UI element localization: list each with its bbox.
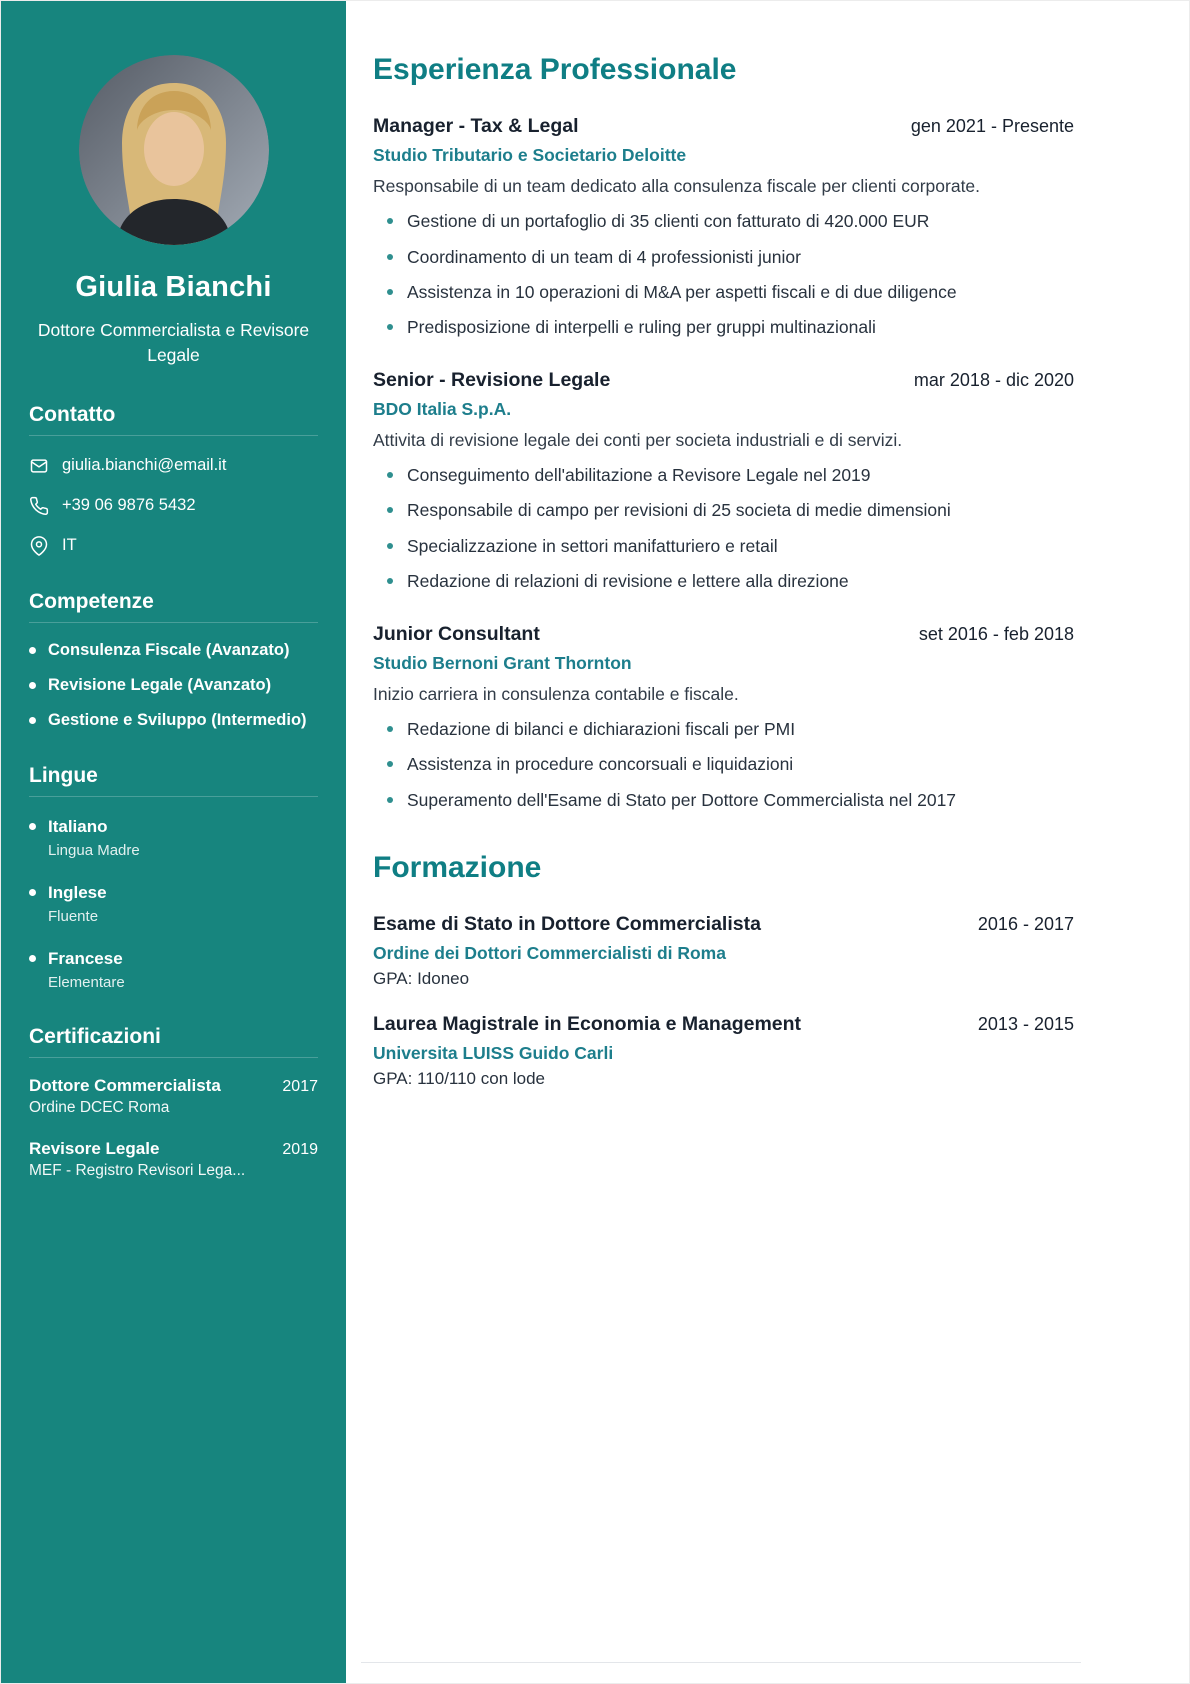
sidebar [1, 1, 346, 1683]
skill-label: Revisione Legale (Avanzato) [48, 675, 272, 694]
education-header [373, 913, 1074, 936]
certification-name: Dottore Commercialista [29, 1075, 221, 1095]
experience-entry [373, 115, 1074, 341]
profile-photo [79, 55, 269, 245]
job-summary: Inizio carriera in consulenza contabile e fiscale. [373, 683, 739, 704]
job-bullet [373, 788, 1074, 813]
job-dates: set 2016 - feb 2018 [918, 623, 1074, 644]
skill-item [29, 711, 318, 730]
job-bullet-text: Predisposizione di interpelli e ruling per gruppi multinazionali [407, 317, 876, 338]
language-level: Lingua Madre [48, 841, 140, 859]
job-dates: gen 2021 - Presente [910, 116, 1074, 136]
job-bullet-list [373, 717, 1074, 813]
language-level: Elementare [48, 973, 125, 991]
job-title: Junior Consultant [373, 622, 540, 645]
language-item [29, 817, 318, 859]
job-bullet [373, 717, 1074, 742]
bullet-dot-icon [387, 578, 393, 584]
bullet-dot-icon [29, 682, 36, 689]
job-header [373, 369, 1074, 392]
job-bullet-text: Coordinamento di un team di 4 professionisti junior [407, 246, 801, 267]
language-name: Francese [48, 948, 123, 968]
education-entry [373, 913, 1074, 989]
certification-name: Revisore Legale [29, 1138, 160, 1158]
phone-icon [29, 496, 49, 516]
job-bullet-text: Conseguimento dell'abilitazione a Revisore Legale nel 2019 [407, 465, 871, 485]
experience-entry [373, 369, 1074, 595]
certification-issuer: Ordine DCEC Roma [29, 1098, 170, 1116]
education-dates: 2013 - 2015 [977, 1013, 1074, 1034]
language-name: Inglese [48, 882, 107, 902]
language-name-row [29, 949, 318, 969]
candidate-name: Giulia Bianchi [75, 271, 272, 303]
job-bullet [373, 569, 1074, 594]
bullet-dot-icon [387, 324, 393, 330]
skill-item [29, 641, 318, 660]
job-summary: Responsabile di un team dedicato alla consulenza fiscale per clienti corporate. [373, 176, 981, 196]
bullet-dot-icon [387, 543, 393, 549]
contact-phone [29, 496, 318, 516]
certification-issuer: MEF - Registro Revisori Lega... [29, 1161, 246, 1179]
languages-heading: Lingue [29, 764, 318, 797]
bullet-dot-icon [387, 761, 393, 767]
job-bullet-text: Responsabile di campo per revisioni di 25 societa di medie dimensioni [407, 500, 951, 521]
bullet-dot-icon [387, 797, 393, 803]
language-name: Italiano [48, 816, 108, 836]
job-bullet [373, 498, 1074, 523]
contact-location [29, 536, 318, 556]
page-bottom-divider [361, 1662, 1081, 1663]
job-bullet-list [373, 209, 1074, 341]
job-company: Studio Tributario e Societario Deloitte [373, 145, 687, 165]
language-name-row [29, 817, 318, 837]
job-bullet [373, 280, 1074, 305]
certifications-heading: Certificazioni [29, 1025, 318, 1058]
bullet-dot-icon [29, 955, 36, 962]
job-bullet-text: Redazione di relazioni di revisione e lettere alla direzione [407, 571, 849, 592]
job-bullet [373, 463, 1074, 488]
contact-email-text: giulia.bianchi@email.it [62, 456, 227, 475]
email-icon [29, 456, 49, 476]
contact-email [29, 456, 318, 476]
job-bullet-list [373, 463, 1074, 595]
bullet-dot-icon [387, 726, 393, 732]
bullet-dot-icon [387, 218, 393, 224]
education-gpa: GPA: Idoneo [373, 968, 470, 988]
language-name-row [29, 883, 318, 903]
education-entry [373, 1013, 1074, 1089]
job-bullet [373, 534, 1074, 559]
education-title: Laurea Magistrale in Economia e Management [373, 1012, 802, 1035]
skill-item [29, 676, 318, 695]
contact-location-text: IT [62, 536, 77, 555]
certification-item [29, 1076, 318, 1117]
bullet-dot-icon [387, 472, 393, 478]
job-bullet-text: Specializzazione in settori manifatturiero e retail [407, 535, 778, 556]
language-item [29, 949, 318, 991]
location-icon [29, 536, 49, 556]
bullet-dot-icon [29, 823, 36, 830]
bullet-dot-icon [29, 647, 36, 654]
skill-label: Gestione e Sviluppo (Intermedio) [48, 710, 307, 729]
bullet-dot-icon [387, 289, 393, 295]
job-header [373, 623, 1074, 646]
education-title: Esame di Stato in Dottore Commercialista [373, 912, 761, 935]
language-item [29, 883, 318, 925]
experience-entry [373, 623, 1074, 813]
job-bullet-text: Assistenza in procedure concorsuali e liquidazioni [407, 754, 794, 775]
bullet-dot-icon [29, 717, 36, 724]
skills-heading: Competenze [29, 590, 318, 623]
skill-label: Consulenza Fiscale (Avanzato) [48, 640, 290, 659]
job-summary: Attivita di revisione legale dei conti per societa industriali e di servizi. [373, 429, 903, 450]
contact-heading: Contatto [29, 403, 318, 436]
education-dates: 2016 - 2017 [977, 913, 1074, 934]
job-bullet-text: Gestione di un portafoglio di 35 clienti con fatturato di 420.000 EUR [407, 211, 930, 232]
bullet-dot-icon [387, 507, 393, 513]
job-title: Senior - Revisione Legale [373, 368, 611, 391]
job-dates: mar 2018 - dic 2020 [913, 369, 1074, 390]
candidate-title: Dottore Commercialista e Revisore Legale [37, 320, 310, 366]
certification-row [29, 1139, 318, 1159]
job-title: Manager - Tax & Legal [373, 115, 579, 137]
main-content [346, 1, 1189, 1683]
education-gpa: GPA: 110/110 con lode [373, 1068, 546, 1088]
job-bullet-text: Assistenza in 10 operazioni di M&A per aspetti fiscali e di due diligence [407, 282, 957, 302]
education-school: Universita LUISS Guido Carli [373, 1042, 614, 1063]
bullet-dot-icon [387, 254, 393, 260]
education-header [373, 1013, 1074, 1036]
certification-item [29, 1139, 318, 1180]
job-bullet-text: Redazione di bilanci e dichiarazioni fiscali per PMI [407, 718, 796, 739]
job-bullet [373, 752, 1074, 777]
education-school: Ordine dei Dottori Commercialisti di Roma [373, 942, 726, 963]
job-bullet [373, 209, 1074, 234]
certification-row [29, 1076, 318, 1096]
education-section-title: Formazione [373, 850, 542, 884]
avatar [29, 55, 318, 245]
job-header [373, 115, 1074, 138]
contact-phone-text: +39 06 9876 5432 [62, 496, 196, 515]
job-company: Studio Bernoni Grant Thornton [373, 652, 632, 673]
language-level: Fluente [48, 907, 99, 925]
experience-section-title: Esperienza Professionale [373, 53, 737, 86]
certification-year: 2017 [282, 1077, 318, 1095]
job-company: BDO Italia S.p.A. [373, 398, 512, 419]
certification-year: 2019 [282, 1140, 318, 1158]
job-bullet-text: Superamento dell'Esame di Stato per Dottore Commercialista nel 2017 [407, 789, 957, 810]
bullet-dot-icon [29, 889, 36, 896]
job-bullet [373, 245, 1074, 270]
job-bullet [373, 315, 1074, 340]
